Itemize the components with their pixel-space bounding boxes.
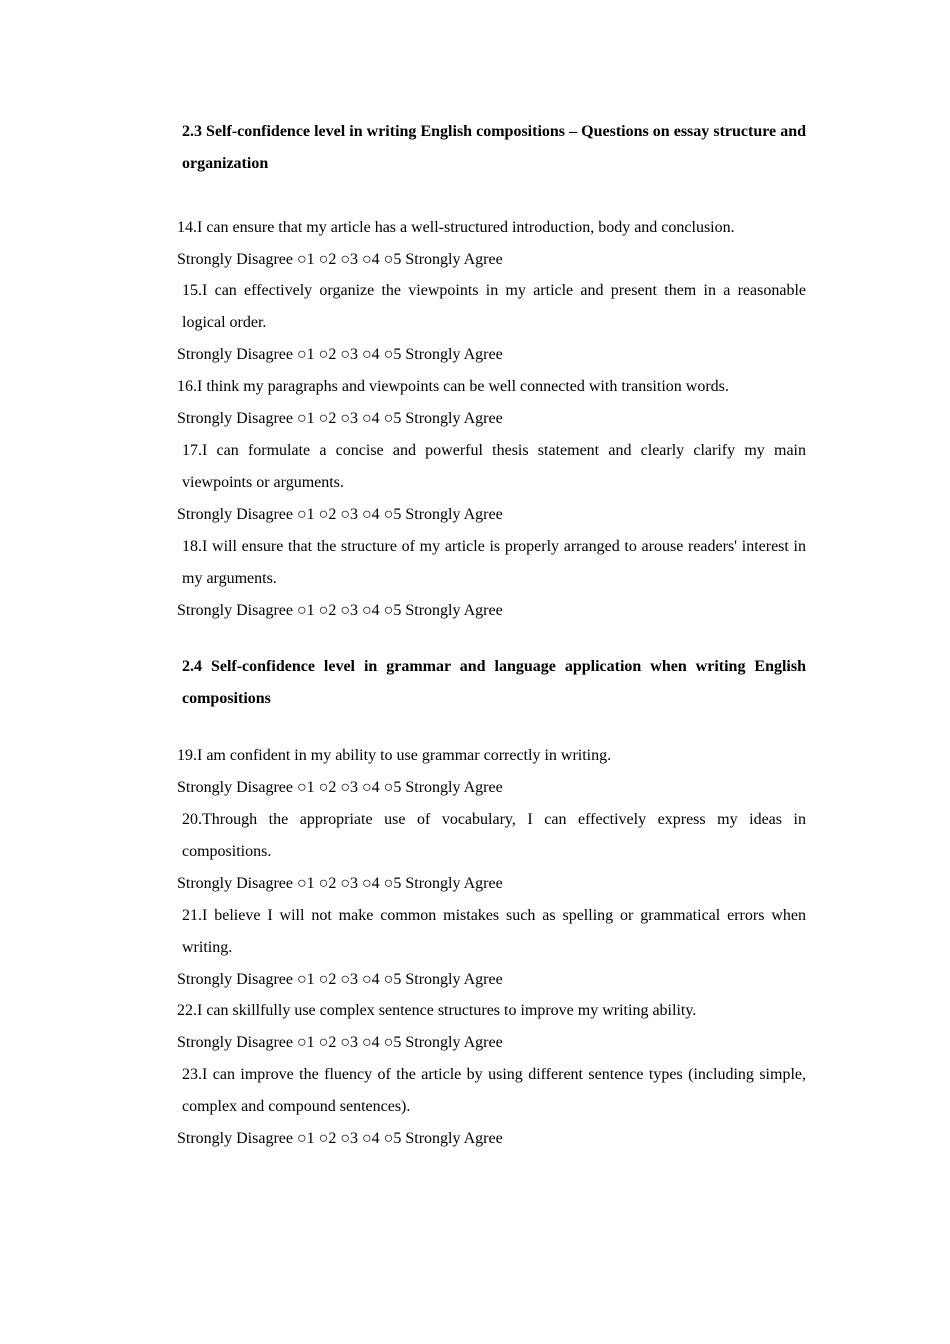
radio-option-5[interactable]: ○5	[383, 506, 402, 523]
radio-option-5[interactable]: ○5	[383, 251, 402, 268]
radio-option-2[interactable]: ○2	[318, 779, 337, 796]
scale-high-label: Strongly Agree	[405, 1130, 503, 1147]
radio-option-3[interactable]: ○3	[340, 506, 358, 523]
radio-option-3[interactable]: ○3	[340, 1130, 358, 1147]
radio-option-3[interactable]: ○3	[340, 410, 358, 427]
radio-option-5[interactable]: ○5	[383, 875, 402, 892]
radio-option-5[interactable]: ○5	[383, 1130, 402, 1147]
scale-low-label: Strongly Disagree	[177, 875, 293, 892]
radio-option-1[interactable]: ○1	[296, 346, 315, 363]
rating-scale-23	[177, 1123, 503, 1155]
radio-option-1[interactable]: ○1	[296, 971, 315, 988]
scale-high-label: Strongly Agree	[405, 875, 503, 892]
scale-low-label: Strongly Disagree	[177, 346, 293, 363]
scale-high-label: Strongly Agree	[405, 251, 503, 268]
scale-high-label: Strongly Agree	[405, 1034, 503, 1051]
radio-option-3[interactable]: ○3	[340, 971, 358, 988]
radio-option-1[interactable]: ○1	[296, 251, 315, 268]
scale-high-label: Strongly Agree	[405, 602, 503, 619]
rating-scale-16	[177, 403, 503, 435]
radio-option-4[interactable]: ○4	[362, 1034, 380, 1051]
radio-option-4[interactable]: ○4	[362, 971, 380, 988]
radio-option-2[interactable]: ○2	[318, 506, 337, 523]
question-15: 15.I can effectively organize the viewpoints in my article and present them in a reasonable logical order.	[182, 282, 806, 331]
question-17: 17.I can formulate a concise and powerful thesis statement and clearly clarify my main viewpoints or arguments.	[182, 442, 806, 491]
radio-option-3[interactable]: ○3	[340, 346, 358, 363]
radio-option-4[interactable]: ○4	[362, 1130, 380, 1147]
scale-low-label: Strongly Disagree	[177, 602, 293, 619]
scale-low-label: Strongly Disagree	[177, 410, 293, 427]
radio-option-3[interactable]: ○3	[340, 1034, 358, 1051]
radio-option-1[interactable]: ○1	[296, 875, 315, 892]
scale-low-label: Strongly Disagree	[177, 1034, 293, 1051]
question-14: 14.I can ensure that my article has a well-structured introduction, body and conclusion.	[177, 219, 735, 236]
radio-option-2[interactable]: ○2	[318, 1034, 337, 1051]
scale-high-label: Strongly Agree	[405, 779, 503, 796]
radio-option-4[interactable]: ○4	[362, 602, 380, 619]
radio-option-5[interactable]: ○5	[383, 346, 402, 363]
radio-option-2[interactable]: ○2	[318, 251, 337, 268]
radio-option-2[interactable]: ○2	[318, 875, 337, 892]
section-heading: 2.3 Self-confidence level in writing English compositions – Questions on essay structure and organization	[182, 123, 806, 172]
rating-scale-15	[177, 339, 503, 371]
scale-high-label: Strongly Agree	[405, 506, 503, 523]
scale-low-label: Strongly Disagree	[177, 506, 293, 523]
radio-option-4[interactable]: ○4	[362, 779, 380, 796]
radio-option-5[interactable]: ○5	[383, 1034, 402, 1051]
radio-option-1[interactable]: ○1	[296, 1034, 315, 1051]
radio-option-5[interactable]: ○5	[383, 971, 402, 988]
radio-option-3[interactable]: ○3	[340, 875, 358, 892]
radio-option-5[interactable]: ○5	[383, 410, 402, 427]
rating-scale-17	[177, 499, 503, 531]
radio-option-2[interactable]: ○2	[318, 971, 337, 988]
scale-low-label: Strongly Disagree	[177, 779, 293, 796]
radio-option-2[interactable]: ○2	[318, 346, 337, 363]
radio-option-5[interactable]: ○5	[383, 602, 402, 619]
scale-high-label: Strongly Agree	[405, 971, 503, 988]
question-20: 20.Through the appropriate use of vocabulary, I can effectively express my ideas in compositions.	[182, 811, 806, 860]
section-heading: 2.4 Self-confidence level in grammar and language application when writing English compositions	[182, 658, 806, 707]
rating-scale-22	[177, 1027, 503, 1059]
radio-option-3[interactable]: ○3	[340, 251, 358, 268]
scale-low-label: Strongly Disagree	[177, 971, 293, 988]
radio-option-2[interactable]: ○2	[318, 1130, 337, 1147]
radio-option-3[interactable]: ○3	[340, 602, 358, 619]
scale-low-label: Strongly Disagree	[177, 251, 293, 268]
question-18: 18.I will ensure that the structure of my article is properly arranged to arouse readers' interest in my arguments.	[182, 538, 806, 587]
radio-option-2[interactable]: ○2	[318, 410, 337, 427]
question-19: 19.I am confident in my ability to use grammar correctly in writing.	[177, 747, 612, 764]
radio-option-4[interactable]: ○4	[362, 410, 380, 427]
radio-option-3[interactable]: ○3	[340, 779, 358, 796]
scale-high-label: Strongly Agree	[405, 346, 503, 363]
radio-option-4[interactable]: ○4	[362, 251, 380, 268]
scale-low-label: Strongly Disagree	[177, 1130, 293, 1147]
radio-option-4[interactable]: ○4	[362, 875, 380, 892]
radio-option-2[interactable]: ○2	[318, 602, 337, 619]
rating-scale-19	[177, 772, 503, 804]
rating-scale-14	[177, 244, 503, 276]
radio-option-1[interactable]: ○1	[296, 410, 315, 427]
radio-option-5[interactable]: ○5	[383, 779, 402, 796]
radio-option-4[interactable]: ○4	[362, 506, 380, 523]
question-21: 21.I believe I will not make common mistakes such as spelling or grammatical errors when writing.	[182, 907, 806, 956]
radio-option-1[interactable]: ○1	[296, 506, 315, 523]
rating-scale-18	[177, 595, 503, 627]
radio-option-1[interactable]: ○1	[296, 1130, 315, 1147]
radio-option-4[interactable]: ○4	[362, 346, 380, 363]
rating-scale-21	[177, 964, 503, 996]
radio-option-1[interactable]: ○1	[296, 602, 315, 619]
scale-high-label: Strongly Agree	[405, 410, 503, 427]
question-16: 16.I think my paragraphs and viewpoints can be well connected with transition words.	[177, 378, 729, 395]
question-23: 23.I can improve the fluency of the article by using different sentence types (including simple, complex and compound sentences).	[182, 1066, 806, 1115]
question-22: 22.I can skillfully use complex sentence structures to improve my writing ability.	[177, 1002, 697, 1019]
radio-option-1[interactable]: ○1	[296, 779, 315, 796]
rating-scale-20	[177, 868, 503, 900]
